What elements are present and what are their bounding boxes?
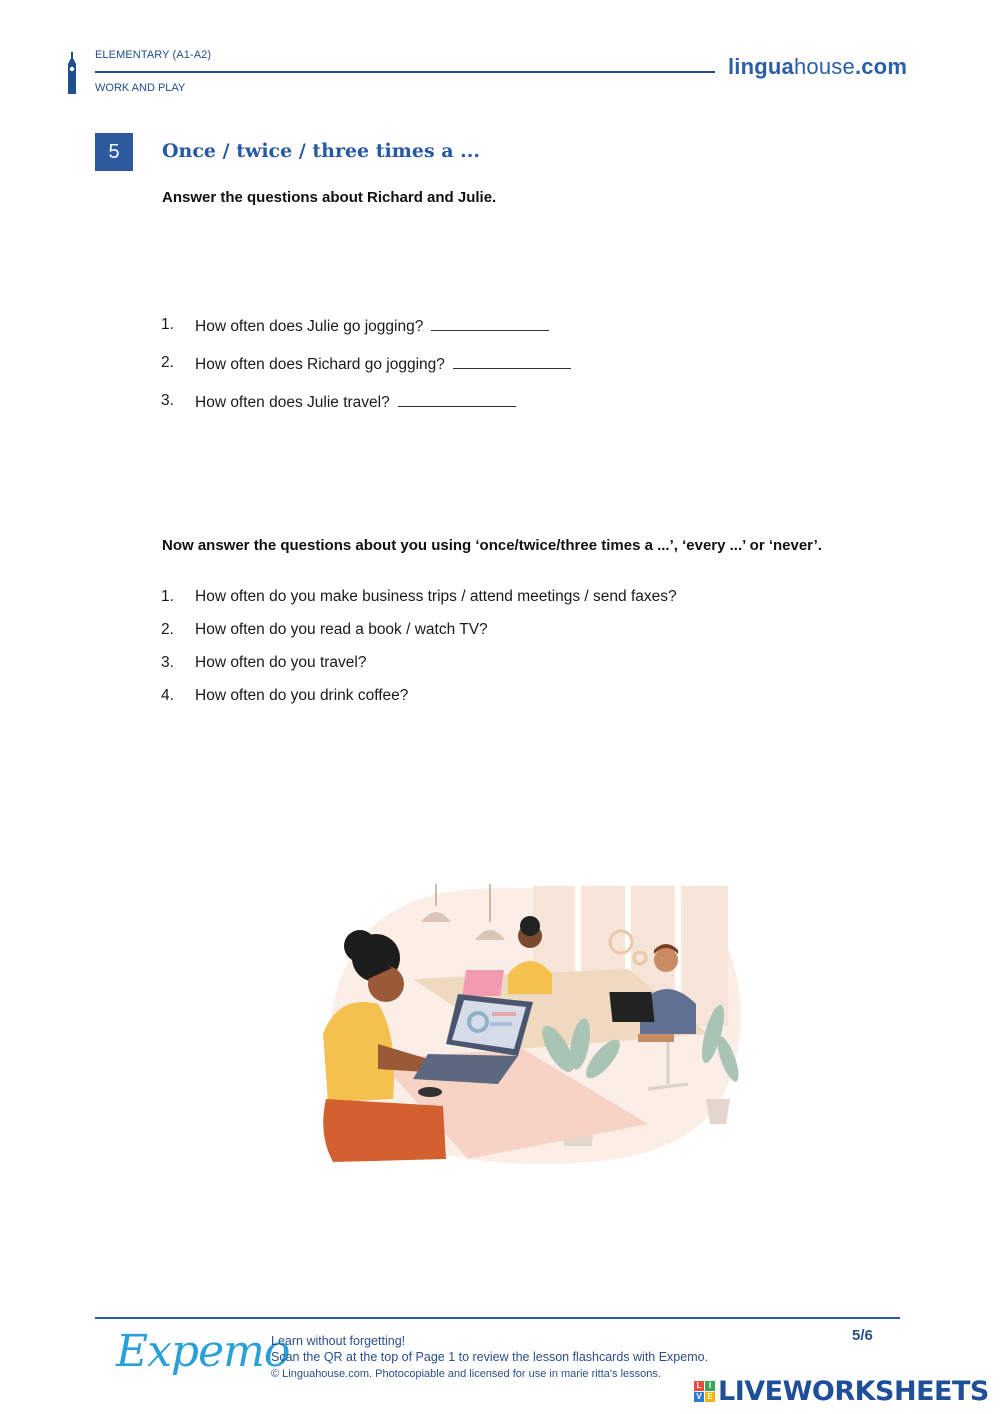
big-ben-icon [66,52,78,94]
question-item: 4. How often do you drink coffee? [161,687,409,704]
section-title: Once / twice / three times a ... [162,140,481,162]
office-illustration [318,884,748,1169]
answer-blank[interactable] [431,316,549,331]
answer-blank[interactable] [398,392,516,407]
course-level: ELEMENTARY (A1-A2) [95,49,212,61]
liveworksheets-logo[interactable]: L I V E LIVEWORKSHEETS [694,1374,989,1408]
unit-name: WORK AND PLAY [95,82,186,94]
brand-logo[interactable]: linguahouse.com [728,54,908,79]
answer-blank[interactable] [453,354,571,369]
question-item: 1. How often do you make business trips / attend meetings / send faxes? [161,588,677,605]
footer-tagline: Learn without forgetting! [271,1334,406,1348]
instruction-1: Answer the questions about Richard and Julie. [162,189,497,206]
question-item: 2. How often does Richard go jogging? [161,354,761,374]
footer-instruction: Scan the QR at the top of Page 1 to review the lesson flashcards with Expemo. [271,1350,709,1364]
footer-copyright: © Linguahouse.com. Photocopiable and licensed for use in marie ritta's lessons. [271,1368,661,1380]
question-item: 3. How often does Julie travel? [161,392,761,412]
instruction-2: Now answer the questions about you using ‘once/twice/three times a ...’, ‘every ...’ or ‘never’. [162,537,822,554]
expemo-logo[interactable]: Expemo [116,1326,290,1377]
footer-divider [95,1317,900,1319]
question-item: 2. How often do you read a book / watch TV? [161,621,488,638]
header-divider [95,71,715,73]
section-number: 5 [95,133,133,171]
question-item: 3. How often do you travel? [161,654,367,671]
page-number: 5/6 [852,1327,873,1344]
question-item: 1. How often does Julie go jogging? [161,316,761,336]
liveworksheets-grid-icon: L I V E [694,1381,715,1402]
